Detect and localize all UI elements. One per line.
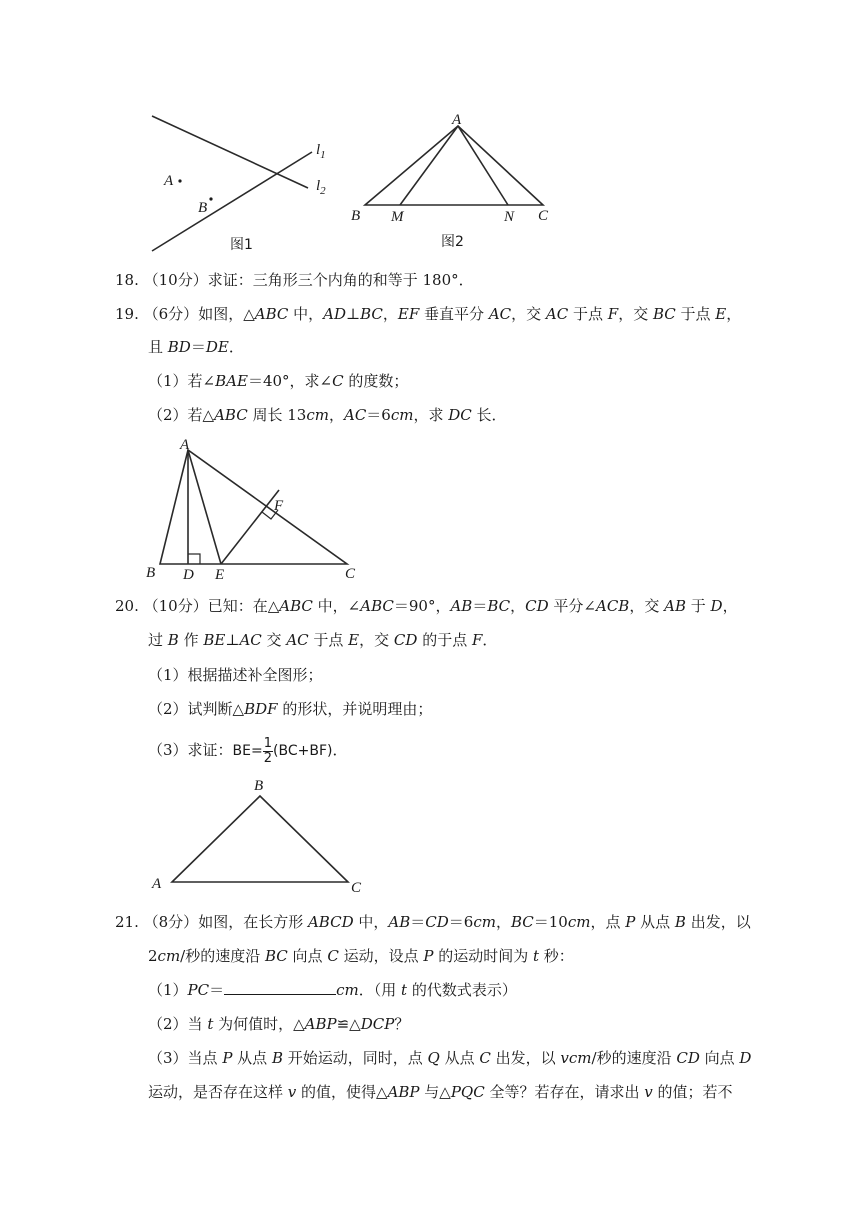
- question-number: 21.: [115, 913, 139, 931]
- math-symbol: E: [348, 631, 360, 649]
- text-run: 中，: [288, 305, 324, 323]
- question-21-line-2: [148, 946, 574, 966]
- line-l2: [152, 116, 308, 188]
- figure-1-caption: 图1: [230, 237, 253, 253]
- part-suffix: [336, 981, 517, 999]
- text-run: 于: [685, 597, 711, 615]
- math-symbol: BC: [652, 305, 676, 323]
- label-b: B: [146, 565, 156, 581]
- text-run: ，: [726, 305, 742, 323]
- label-point-a: A: [164, 173, 174, 189]
- fraction-numerator: 1: [263, 735, 273, 751]
- math-symbol: B: [271, 1049, 283, 1067]
- math-symbol: D: [739, 1049, 752, 1067]
- text-run: ＝40°，求∠: [247, 372, 333, 390]
- text-run: 垂直平分: [419, 305, 489, 323]
- text-run: ？: [394, 1015, 410, 1033]
- text-run: ，交: [359, 631, 394, 649]
- text-run: ＝90°，: [393, 597, 451, 615]
- text-run: /秒的速度沿: [591, 1049, 677, 1067]
- text-run: ⊥: [346, 305, 361, 323]
- math-symbol: CD: [525, 597, 549, 615]
- part-prefix: [148, 981, 224, 999]
- text-run: 于点: [675, 305, 716, 323]
- text-run: 中，: [353, 913, 389, 931]
- triangle-abc: [172, 796, 348, 882]
- text-run: ，交: [629, 597, 665, 615]
- text-run: 长．: [471, 406, 507, 424]
- math-symbol: ABC: [214, 406, 248, 424]
- text-run: 的度数；: [343, 372, 409, 390]
- text-run: ＝6: [366, 406, 391, 424]
- question-19-part-2: [148, 405, 507, 425]
- question-text: [198, 305, 741, 323]
- text-run: （2）试判断△: [148, 700, 245, 718]
- figure-1-lines: [140, 108, 350, 260]
- question-21-part-2: [148, 1014, 409, 1034]
- text-run: ≌△: [336, 1015, 361, 1033]
- text-run: 向点: [699, 1049, 740, 1067]
- answer-blank[interactable]: [224, 980, 336, 995]
- math-symbol: cm: [336, 981, 359, 999]
- math-symbol: AC: [545, 305, 569, 323]
- math-symbol: cm: [157, 947, 181, 965]
- question-20-line-2: [148, 630, 497, 650]
- math-symbol: BC: [360, 305, 383, 323]
- question-20-part-2: [148, 699, 432, 719]
- question-19-line-1: [115, 304, 741, 324]
- text-run: 的形状，并说明理由；: [277, 700, 433, 718]
- text-run: ，: [495, 913, 511, 931]
- math-symbol: v: [287, 1083, 297, 1101]
- math-symbol: C: [327, 947, 339, 965]
- math-symbol: ABC: [279, 597, 313, 615]
- math-symbol: DE: [205, 338, 229, 356]
- text-run: 如图，在长方形: [198, 913, 308, 931]
- text-run: 从点: [232, 1049, 272, 1067]
- text-run: ＝: [209, 981, 225, 999]
- text-run: （1）: [148, 981, 188, 999]
- text-run: 秒：: [539, 947, 574, 965]
- text-run: ，: [510, 597, 526, 615]
- text-run: ．: [228, 338, 244, 356]
- label-l2: $l_2$: [316, 178, 326, 197]
- math-symbol: P: [625, 913, 636, 931]
- part-prefix: （3）求证：: [148, 741, 233, 759]
- math-symbol: C: [479, 1049, 491, 1067]
- label-d: D: [183, 567, 194, 583]
- text-run: 的运动时间为: [433, 947, 533, 965]
- text-run: ，点: [590, 913, 626, 931]
- text-run: 且: [148, 338, 168, 356]
- math-symbol: EF: [397, 305, 420, 323]
- label-c: C: [351, 880, 362, 896]
- math-symbol: B: [674, 913, 686, 931]
- point-b: [209, 197, 212, 200]
- math-symbol: PQC: [450, 1083, 485, 1101]
- question-21-part-1: [148, 980, 517, 1000]
- math-symbol: t: [207, 1015, 214, 1033]
- text-run: 已知：在△: [207, 597, 280, 615]
- question-text: [198, 913, 751, 931]
- math-symbol: v: [644, 1083, 653, 1101]
- math-symbol: BDF: [244, 700, 278, 718]
- math-symbol: ABP: [304, 1015, 337, 1033]
- text-run: ＝: [472, 597, 488, 615]
- text-run: 全等？若存在，请求出: [484, 1083, 645, 1101]
- math-symbol: D: [710, 597, 723, 615]
- math-symbol: DCP: [360, 1015, 395, 1033]
- text-run: 的值，使得△: [296, 1083, 388, 1101]
- text-run: 运动，是否存在这样: [148, 1083, 288, 1101]
- text-run: ＝: [190, 338, 206, 356]
- label-c: C: [345, 566, 356, 582]
- text-run: ，: [722, 597, 738, 615]
- math-symbol: Q: [427, 1049, 440, 1067]
- question-text: [208, 597, 738, 615]
- math-symbol: t: [401, 981, 408, 999]
- text-run: 交: [261, 631, 287, 649]
- right-angle-mark-d: [188, 554, 200, 564]
- math-symbol: CD: [425, 913, 449, 931]
- text-run: 开始运动，同时，点: [282, 1049, 428, 1067]
- math-symbol: C: [332, 372, 344, 390]
- perpendicular-bisector-ef: [221, 490, 279, 564]
- math-symbol: F: [607, 305, 619, 323]
- text-run: ，交: [618, 305, 653, 323]
- math-symbol: AC: [239, 631, 262, 649]
- question-19-line-2: [148, 337, 244, 357]
- math-symbol: BE: [203, 631, 226, 649]
- label-b: B: [254, 778, 264, 794]
- label-b: B: [351, 208, 361, 224]
- math-symbol: P: [423, 947, 434, 965]
- figure-20-triangle: [145, 772, 375, 896]
- math-symbol: t: [533, 947, 540, 965]
- text-run: 的值；若不: [652, 1083, 733, 1101]
- question-20-part-1: [148, 665, 323, 685]
- question-score: （10分）: [143, 271, 208, 289]
- math-symbol: B: [167, 631, 179, 649]
- segment-ae: [188, 450, 221, 564]
- math-symbol: AC: [343, 406, 367, 424]
- math-symbol: cm: [390, 406, 414, 424]
- label-a: A: [152, 876, 162, 892]
- text-run: 的代数式表示）: [407, 981, 517, 999]
- label-a: A: [452, 112, 462, 128]
- math-symbol: CD: [393, 631, 418, 649]
- segment-am: [400, 126, 458, 205]
- math-symbol: CD: [676, 1049, 700, 1067]
- text-run: ，: [382, 305, 398, 323]
- label-l1: $l_1$: [316, 142, 326, 161]
- text-run: 如图，△: [198, 305, 255, 323]
- math-symbol: BAE: [215, 372, 248, 390]
- label-f: F: [274, 498, 284, 514]
- formula-rhs: (BC+BF): [273, 743, 333, 759]
- math-symbol: BC: [510, 913, 534, 931]
- math-symbol: ABC: [360, 597, 394, 615]
- math-symbol: ACB: [596, 597, 630, 615]
- label-c: C: [538, 208, 549, 224]
- math-symbol: ABCD: [307, 913, 354, 931]
- text-run: 出发，以: [685, 913, 751, 931]
- math-symbol: AB: [388, 913, 411, 931]
- text-run: 的于点: [417, 631, 472, 649]
- math-symbol: AB: [450, 597, 473, 615]
- text-run: （1）根据描述补全图形；: [148, 666, 323, 684]
- question-20-line-1: [115, 596, 738, 616]
- text-run: 2: [148, 947, 158, 965]
- text-run: ，交: [511, 305, 546, 323]
- text-run: 出发，以: [490, 1049, 561, 1067]
- math-symbol: E: [715, 305, 727, 323]
- math-symbol: PC: [187, 981, 210, 999]
- label-n: N: [504, 209, 515, 225]
- question-score: （10分）: [143, 597, 208, 615]
- text-run: ⊥: [225, 631, 240, 649]
- text-run: ，求: [413, 406, 449, 424]
- text-run: 从点: [439, 1049, 480, 1067]
- text-run: （2）当: [148, 1015, 208, 1033]
- text-run: 运动，设点: [338, 947, 424, 965]
- text-run: 周长 13: [247, 406, 307, 424]
- question-20-part-3: [148, 734, 347, 767]
- fraction-denominator: 2: [263, 750, 273, 766]
- question-21-part-3-line-2: [148, 1082, 733, 1102]
- text-run: 向点: [287, 947, 328, 965]
- question-score: （8分）: [143, 913, 199, 931]
- text-run: ．（用: [358, 981, 402, 999]
- text-run: 过: [148, 631, 168, 649]
- math-symbol: DC: [448, 406, 472, 424]
- text-run: ＝: [410, 913, 426, 931]
- text-run: /秒的速度沿: [180, 947, 265, 965]
- formula-end: ．: [332, 741, 348, 759]
- math-symbol: vcm: [560, 1049, 592, 1067]
- text-run: 于点: [308, 631, 349, 649]
- text-run: ，: [328, 406, 344, 424]
- math-symbol: AC: [488, 305, 512, 323]
- text-run: （2）若△: [148, 406, 215, 424]
- math-symbol: P: [222, 1049, 233, 1067]
- text-run: 作: [178, 631, 204, 649]
- math-symbol: ABP: [387, 1083, 420, 1101]
- question-number: 20.: [115, 597, 139, 615]
- math-symbol: F: [471, 631, 483, 649]
- math-symbol: ABC: [254, 305, 289, 323]
- label-m: M: [391, 209, 404, 225]
- question-18: [115, 270, 474, 290]
- triangle-abc: [365, 126, 543, 205]
- formula-lhs: BE=: [232, 743, 263, 759]
- text-run: 中，∠: [312, 597, 361, 615]
- math-symbol: cm: [567, 913, 591, 931]
- text-run: 平分∠: [548, 597, 596, 615]
- figure-2-triangle: [345, 110, 560, 252]
- math-symbol: AD: [323, 305, 346, 323]
- question-number: 18.: [115, 271, 139, 289]
- question-number: 19.: [115, 305, 139, 323]
- text-run: 于点: [568, 305, 608, 323]
- figure-2-caption: 图2: [441, 234, 464, 250]
- math-symbol: BC: [265, 947, 288, 965]
- math-symbol: AC: [286, 631, 309, 649]
- math-symbol: cm: [473, 913, 496, 931]
- fraction-one-half: [263, 737, 273, 766]
- label-a: A: [180, 437, 190, 453]
- math-symbol: BC: [487, 597, 511, 615]
- math-symbol: BD: [167, 338, 191, 356]
- text-run: ＝6: [448, 913, 474, 931]
- question-21-part-3-line-1: [148, 1048, 751, 1068]
- text-run: ＝10: [533, 913, 568, 931]
- math-symbol: cm: [306, 406, 329, 424]
- figure-19-triangle: [140, 436, 370, 584]
- question-score: （6分）: [143, 305, 199, 323]
- math-symbol: AB: [664, 597, 686, 615]
- text-run: 从点: [635, 913, 675, 931]
- point-a: [178, 179, 181, 182]
- text-run: （3）当点: [148, 1049, 223, 1067]
- label-point-b: B: [198, 200, 208, 216]
- text-run: （1）若∠: [148, 372, 216, 390]
- question-19-part-1: [148, 371, 408, 391]
- question-21-line-1: [115, 912, 751, 932]
- text-run: ．: [482, 631, 498, 649]
- text-run: 与△: [419, 1083, 451, 1101]
- label-e: E: [215, 567, 225, 583]
- text-run: 为何值时，△: [213, 1015, 305, 1033]
- question-text: 求证：三角形三个内角的和等于 180°．: [207, 271, 474, 289]
